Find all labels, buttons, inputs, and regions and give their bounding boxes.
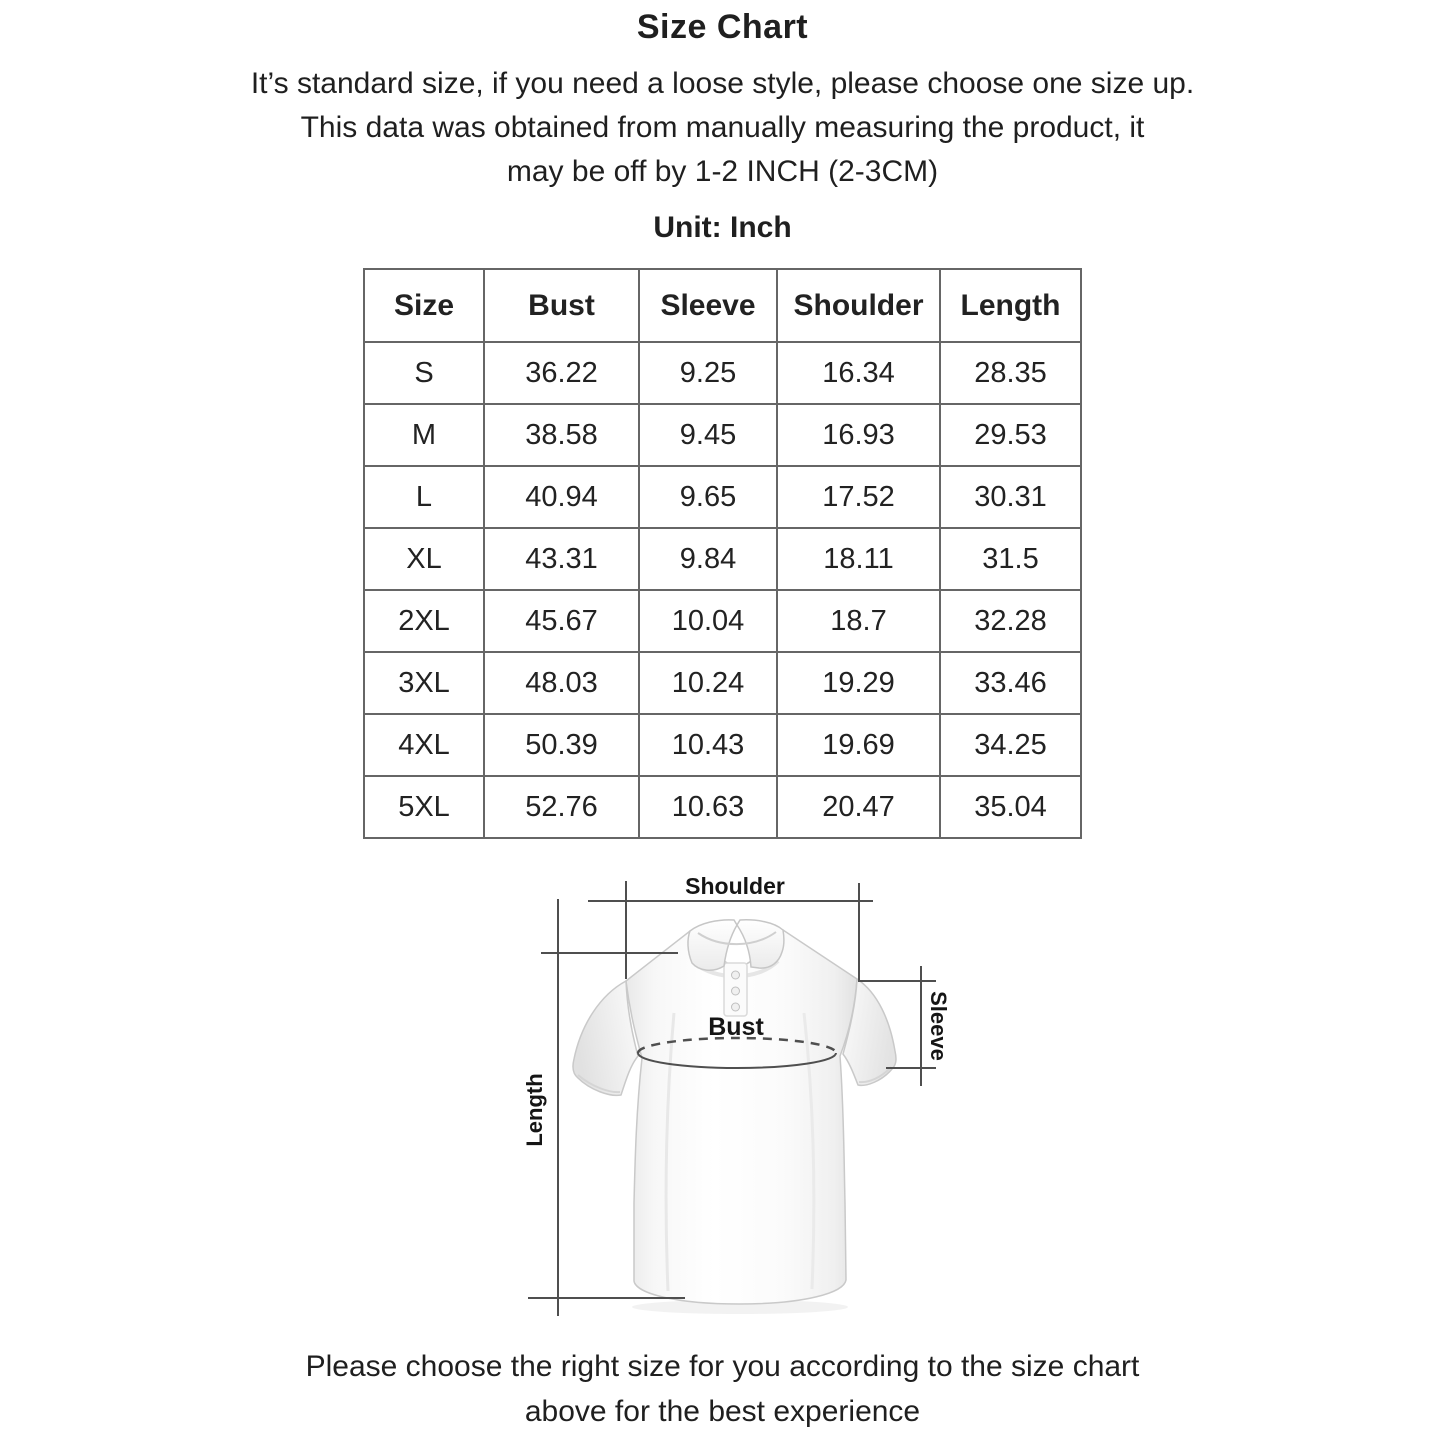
- sleeve-measure-label: Sleeve: [926, 991, 951, 1061]
- measurement-cell: 52.76: [484, 776, 639, 838]
- measurement-cell: 33.46: [940, 652, 1081, 714]
- measurement-cell: 20.47: [777, 776, 940, 838]
- measurement-cell: 40.94: [484, 466, 639, 528]
- measurement-cell: 28.35: [940, 342, 1081, 404]
- size-table-head: [364, 269, 1081, 342]
- button-1: [732, 971, 740, 979]
- footer-note: [0, 1344, 1445, 1434]
- size-cell: 4XL: [364, 714, 484, 776]
- table-row: [364, 776, 1081, 838]
- table-row: [364, 528, 1081, 590]
- size-table-header-row: [364, 269, 1081, 342]
- button-2: [732, 987, 740, 995]
- measurement-cell: 48.03: [484, 652, 639, 714]
- column-header: Bust: [484, 269, 639, 342]
- unit-label: Unit: Inch: [653, 211, 792, 244]
- column-header: Size: [364, 269, 484, 342]
- table-row: [364, 714, 1081, 776]
- size-cell: 3XL: [364, 652, 484, 714]
- size-cell: M: [364, 404, 484, 466]
- shoulder-measure-label: Shoulder: [685, 873, 785, 899]
- measurement-cell: 18.11: [777, 528, 940, 590]
- measurement-cell: 32.28: [940, 590, 1081, 652]
- measurement-cell: 34.25: [940, 714, 1081, 776]
- size-note-line-1: It’s standard size, if you need a loose style, please choose one size up.: [250, 67, 1195, 100]
- measurement-cell: 9.45: [639, 404, 777, 466]
- measurement-cell: 50.39: [484, 714, 639, 776]
- table-row: [364, 652, 1081, 714]
- measurement-cell: 17.52: [777, 466, 940, 528]
- measurement-cell: 9.65: [639, 466, 777, 528]
- measurement-cell: 16.34: [777, 342, 940, 404]
- measurement-cell: 36.22: [484, 342, 639, 404]
- measurement-cell: 10.04: [639, 590, 777, 652]
- measurement-cell: 29.53: [940, 404, 1081, 466]
- measurement-cell: 19.69: [777, 714, 940, 776]
- polo-shirt-illustration: [573, 920, 896, 1314]
- measurement-cell: 30.31: [940, 466, 1081, 528]
- column-header: Shoulder: [777, 269, 940, 342]
- table-row: [364, 404, 1081, 466]
- measurement-cell: 35.04: [940, 776, 1081, 838]
- size-note-line-2: This data was obtained from manually measuring the product, it: [300, 111, 1145, 144]
- measurement-cell: 9.84: [639, 528, 777, 590]
- footer-note-line-2: above for the best experience: [524, 1395, 921, 1428]
- footer-note-line-1: Please choose the right size for you according to the size chart: [305, 1350, 1140, 1383]
- size-cell: L: [364, 466, 484, 528]
- measurement-cell: 9.25: [639, 342, 777, 404]
- size-cell: S: [364, 342, 484, 404]
- measurement-cell: 10.43: [639, 714, 777, 776]
- measurement-cell: 16.93: [777, 404, 940, 466]
- size-note-line-3: may be off by 1-2 INCH (2-3CM): [506, 155, 939, 188]
- size-table: [363, 268, 1082, 839]
- measurement-cell: 43.31: [484, 528, 639, 590]
- table-row: [364, 590, 1081, 652]
- measurement-cell: 31.5: [940, 528, 1081, 590]
- column-header: Sleeve: [639, 269, 777, 342]
- measurement-cell: 38.58: [484, 404, 639, 466]
- size-note: [0, 62, 1445, 194]
- length-measure-label: Length: [522, 1073, 547, 1147]
- measurement-diagram: [478, 863, 1000, 1331]
- measurement-cell: 18.7: [777, 590, 940, 652]
- column-header: Length: [940, 269, 1081, 342]
- size-cell: 2XL: [364, 590, 484, 652]
- measurement-cell: 10.24: [639, 652, 777, 714]
- size-table-body: [364, 342, 1081, 838]
- measurement-cell: 45.67: [484, 590, 639, 652]
- page-title: Size Chart: [636, 8, 809, 46]
- size-cell: 5XL: [364, 776, 484, 838]
- button-3: [732, 1003, 740, 1011]
- measurement-cell: 10.63: [639, 776, 777, 838]
- table-row: [364, 466, 1081, 528]
- measurement-cell: 19.29: [777, 652, 940, 714]
- table-row: [364, 342, 1081, 404]
- size-cell: XL: [364, 528, 484, 590]
- bust-measure-label: Bust: [708, 1013, 764, 1041]
